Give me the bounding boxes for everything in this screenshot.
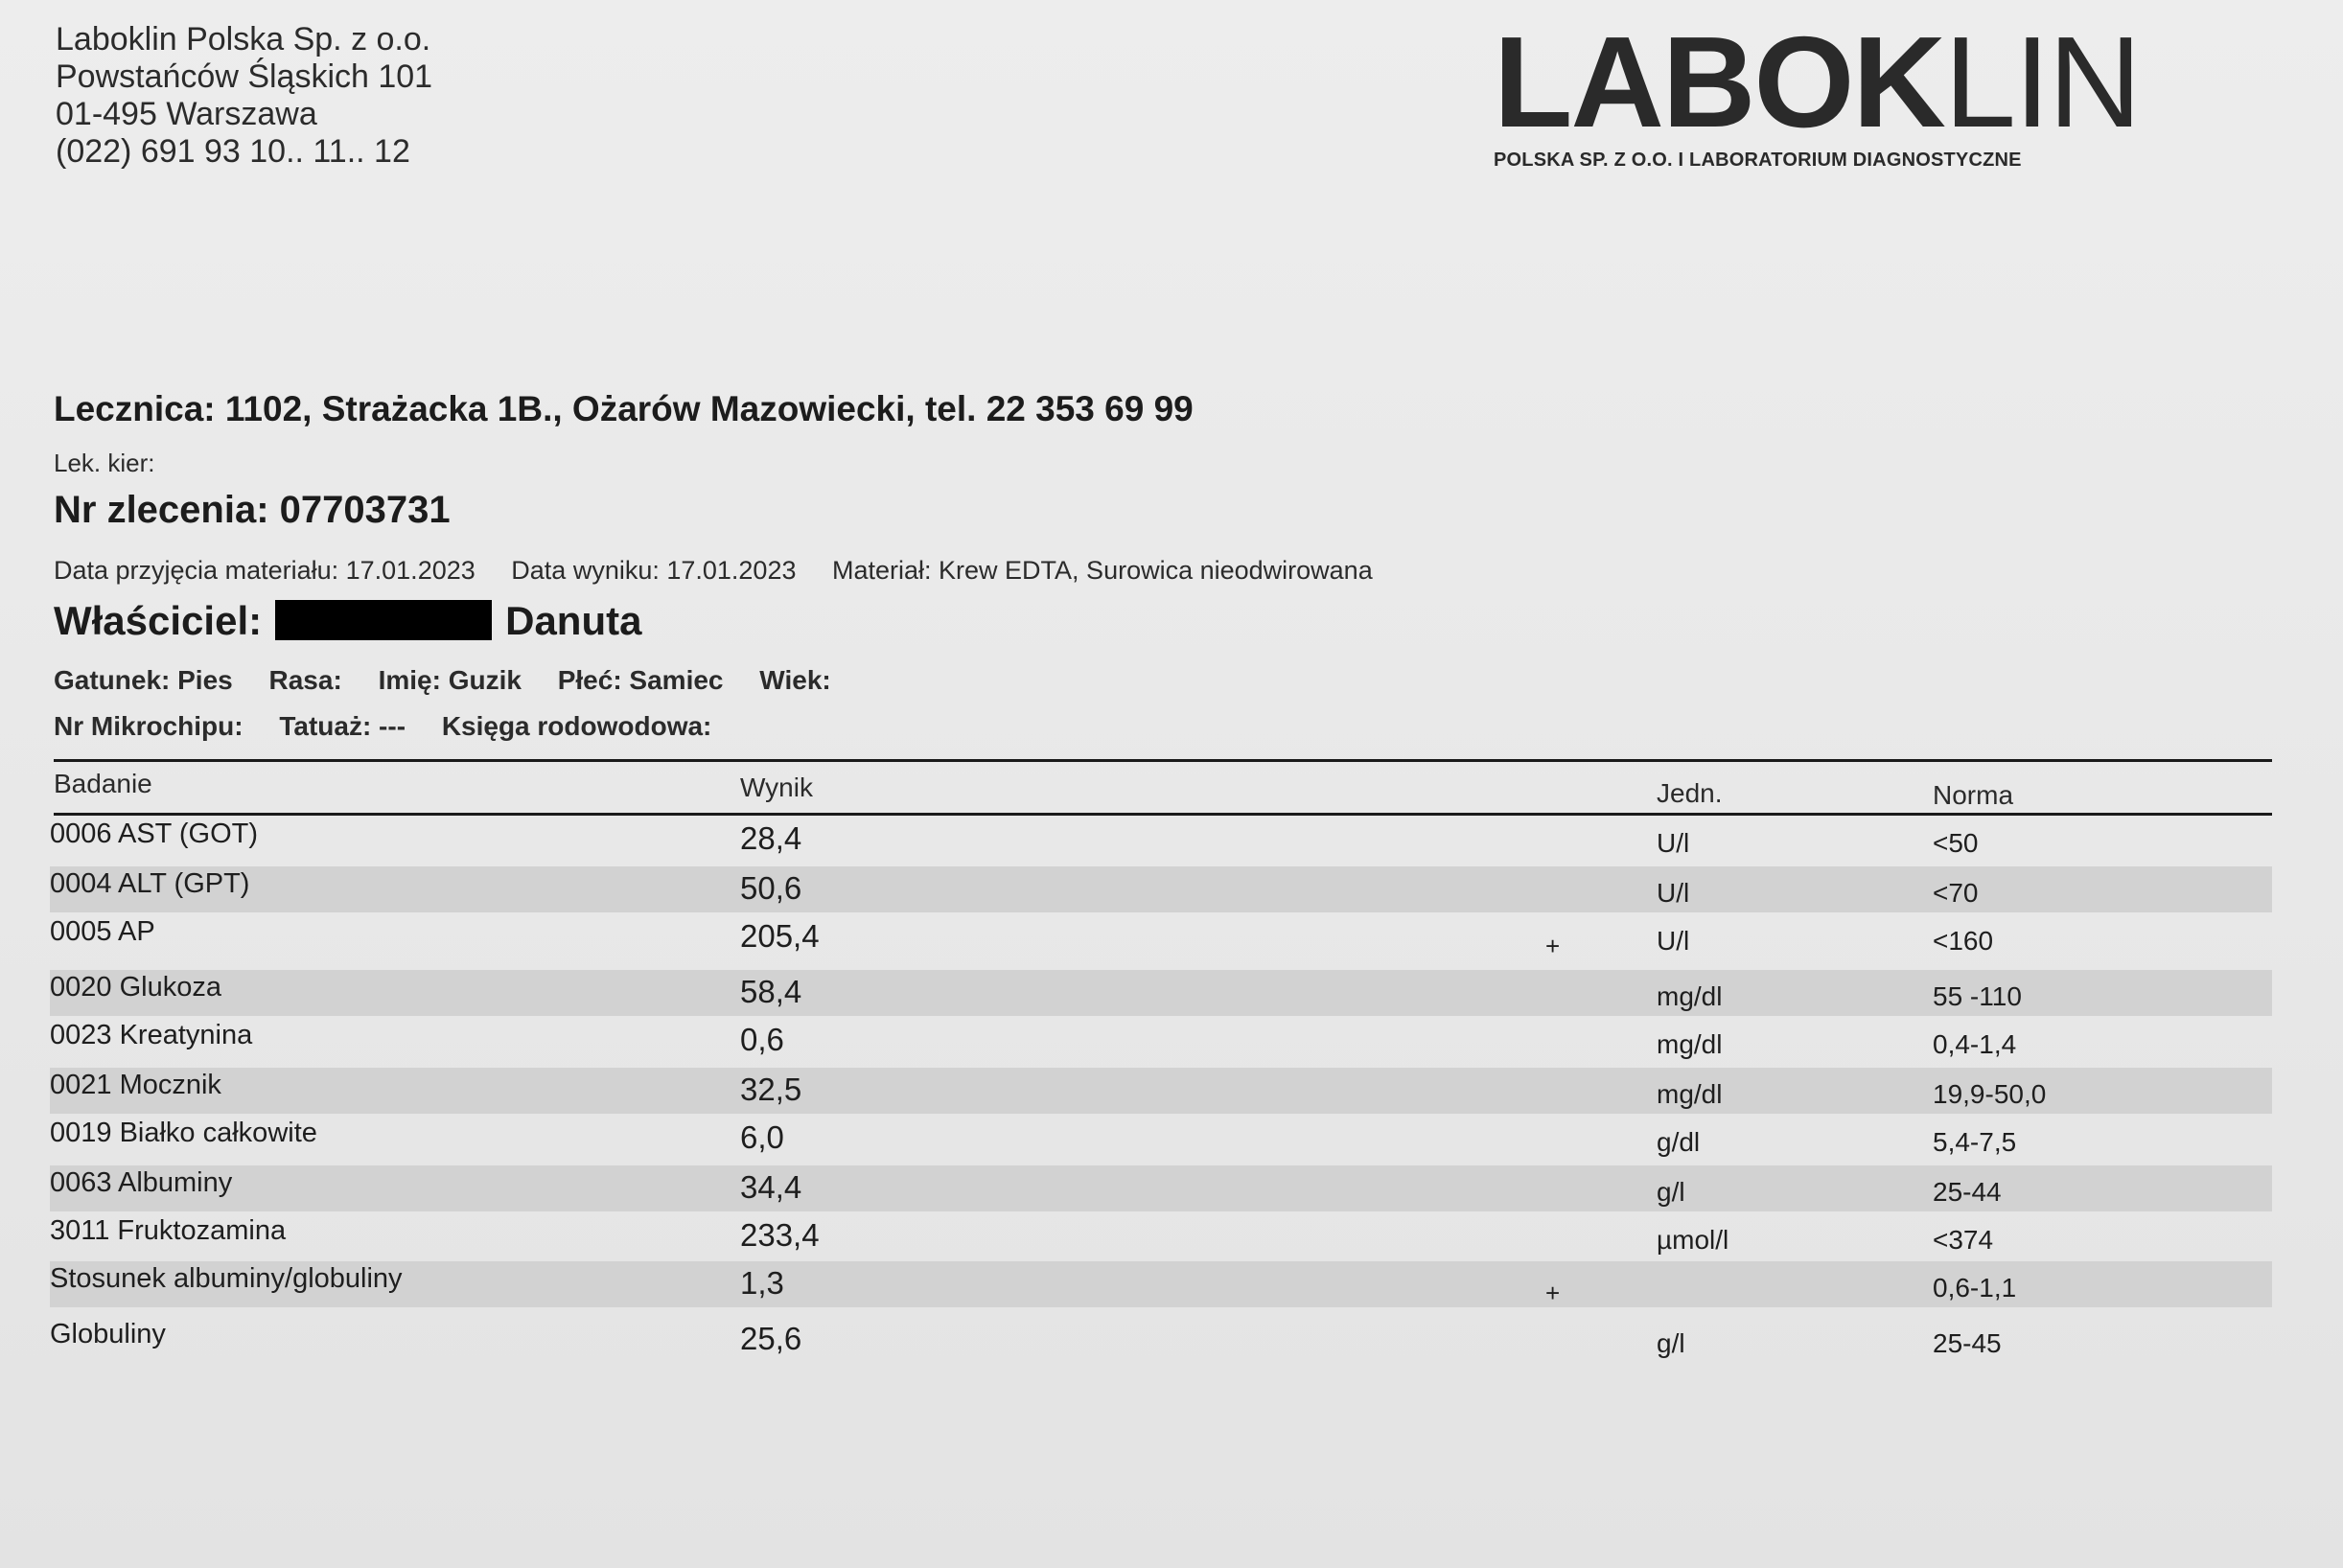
test-name: 0020 Glukoza xyxy=(50,972,221,1003)
microchip: Nr Mikrochipu: xyxy=(54,711,244,741)
result-value: 205,4 xyxy=(740,918,820,954)
logo-subtitle: POLSKA SP. Z O.O. I LABORATORIUM DIAGNOSTYCZNE xyxy=(1494,150,2022,171)
unit: mg/dl xyxy=(1657,1029,1723,1059)
reference-range: 19,9-50,0 xyxy=(1933,1079,2047,1109)
unit: mg/dl xyxy=(1657,1079,1723,1109)
pedigree: Księga rodowodowa: xyxy=(441,711,712,741)
test-name: 0023 Kreatynina xyxy=(50,1020,253,1050)
test-name: 0006 AST (GOT) xyxy=(50,819,259,849)
sex: Płeć: Samiec xyxy=(557,665,724,695)
test-name: 0019 Białko całkowite xyxy=(50,1118,317,1148)
age: Wiek: xyxy=(759,665,831,695)
result-value: 1,3 xyxy=(740,1265,784,1301)
header-norm: Norma xyxy=(1933,780,2014,810)
tattoo: Tatuaż: --- xyxy=(279,711,406,741)
redaction-bar xyxy=(275,600,492,640)
breed: Rasa: xyxy=(268,665,342,695)
test-name: 3011 Fruktozamina xyxy=(50,1215,287,1246)
result-value: 58,4 xyxy=(740,974,802,1009)
result-date: Data wyniku: 17.01.2023 xyxy=(511,556,797,585)
owner-line xyxy=(54,598,641,644)
table-row xyxy=(50,1261,2272,1307)
table-row xyxy=(50,1317,2272,1363)
species: Gatunek: Pies xyxy=(54,665,233,695)
unit: mg/dl xyxy=(1657,981,1723,1011)
laboklin-logo xyxy=(1494,10,2141,172)
lab-phone: (022) 691 93 10.. 11.. 12 xyxy=(56,133,410,170)
result-value: 28,4 xyxy=(740,820,802,856)
unit: U/l xyxy=(1657,926,1690,956)
lab-street: Powstańców Śląskich 101 xyxy=(56,58,433,95)
header-unit: Jedn. xyxy=(1657,778,1723,808)
header-result: Wynik xyxy=(740,772,813,802)
table-row xyxy=(50,970,2272,1016)
reference-range: 0,6-1,1 xyxy=(1933,1273,2017,1303)
table-top-rule xyxy=(54,759,2272,762)
reference-range: <50 xyxy=(1933,828,1979,858)
unit: U/l xyxy=(1657,878,1690,908)
animal-info xyxy=(54,665,860,696)
reference-range: <374 xyxy=(1933,1225,1994,1255)
identification-info xyxy=(54,711,740,742)
result-value: 32,5 xyxy=(740,1072,802,1107)
test-name: Globuliny xyxy=(50,1319,166,1349)
lek-kier-label: Lek. kier: xyxy=(54,449,155,477)
clinic-line: Lecznica: 1102, Strażacka 1B., Ożarów Mazowiecki, tel. 22 353 69 99 xyxy=(54,389,1194,428)
reference-range: 25-45 xyxy=(1933,1328,2002,1358)
table-row xyxy=(50,1068,2272,1114)
reference-range: <160 xyxy=(1933,926,1994,956)
lab-city: 01-495 Warszawa xyxy=(56,96,317,132)
table-header-rule xyxy=(54,813,2272,816)
logo-thin-part: LIN xyxy=(1943,10,2141,154)
reference-range: <70 xyxy=(1933,878,1979,908)
animal-name: Imię: Guzik xyxy=(378,665,522,695)
test-name: Stosunek albuminy/globuliny xyxy=(50,1263,403,1294)
lab-name: Laboklin Polska Sp. z o.o. xyxy=(56,21,431,58)
logo-wordmark xyxy=(1494,10,2141,154)
reference-range: 25-44 xyxy=(1933,1177,2002,1207)
result-value: 34,4 xyxy=(740,1169,802,1205)
test-name: 0004 ALT (GPT) xyxy=(50,868,250,899)
received-date: Data przyjęcia materiału: 17.01.2023 xyxy=(54,556,476,585)
table-row xyxy=(50,817,2272,863)
lab-address xyxy=(56,21,432,171)
test-name: 0005 AP xyxy=(50,916,155,947)
test-name: 0021 Mocznik xyxy=(50,1070,221,1100)
table-row xyxy=(50,1165,2272,1211)
material: Materiał: Krew EDTA, Surowica nieodwirowana xyxy=(832,556,1373,585)
unit: g/l xyxy=(1657,1328,1685,1358)
result-value: 25,6 xyxy=(740,1321,802,1356)
reference-range: 5,4-7,5 xyxy=(1933,1127,2017,1157)
table-row xyxy=(50,914,2272,960)
result-value: 0,6 xyxy=(740,1022,784,1057)
header-test: Badanie xyxy=(54,769,152,798)
unit: g/dl xyxy=(1657,1127,1701,1157)
reference-range: 55 -110 xyxy=(1933,981,2022,1011)
dates-line xyxy=(54,556,1402,586)
unit: µmol/l xyxy=(1657,1225,1729,1255)
result-value: 6,0 xyxy=(740,1119,784,1155)
result-value: 233,4 xyxy=(740,1217,820,1253)
out-of-range-flag: + xyxy=(1545,932,1561,960)
test-name: 0063 Albuminy xyxy=(50,1167,233,1198)
table-row xyxy=(50,866,2272,912)
logo-bold-part: LABOK xyxy=(1494,10,1944,154)
result-value: 50,6 xyxy=(740,870,802,906)
order-number: Nr zlecenia: 07703731 xyxy=(54,489,451,531)
reference-range: 0,4-1,4 xyxy=(1933,1029,2017,1059)
unit: U/l xyxy=(1657,828,1690,858)
owner-name: Danuta xyxy=(505,598,642,643)
table-row xyxy=(50,1018,2272,1064)
unit: g/l xyxy=(1657,1177,1685,1207)
owner-label: Właściciel: xyxy=(54,598,263,643)
table-row xyxy=(50,1213,2272,1259)
table-row xyxy=(50,1116,2272,1162)
out-of-range-flag: + xyxy=(1545,1279,1561,1307)
